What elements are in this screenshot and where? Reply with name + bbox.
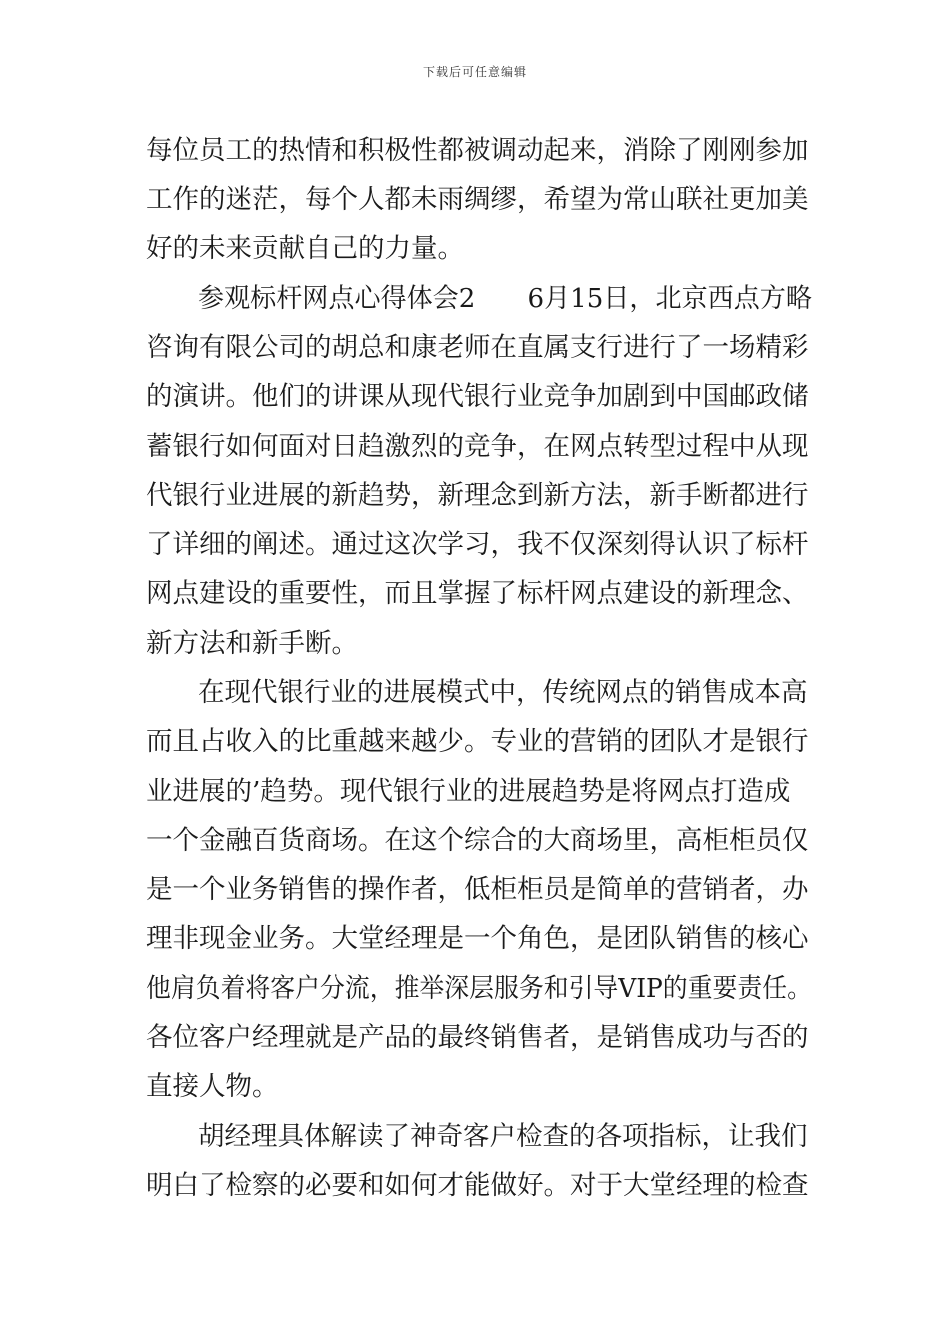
page-header: 下载后可任意编辑: [422, 65, 527, 79]
body-line-7: 蓄银行如何面对日趋激烈的竞争，在网点转型过程中从现: [146, 431, 809, 462]
body-line-16: 是一个业务销售的操作者，低柜柜员是简单的营销者，办: [146, 874, 809, 905]
body-line-12: 在现代银行业的进展模式中，传统网点的销售成本高: [198, 677, 808, 708]
body-line-14: 业进展的’趋势。现代银行业的进展趋势是将网点打造成: [146, 776, 791, 807]
body-line-4: 参观标杆网点心得体会2 6月15日，北京西点方略: [198, 283, 812, 314]
body-line-8: 代银行业进展的新趋势，新理念到新方法，新手断都进行: [146, 480, 809, 511]
body-line-13: 而且占收入的比重越来越少。专业的营销的团队才是银行: [146, 726, 809, 757]
body-line-20: 直接人物。: [146, 1071, 279, 1102]
body-line-15: 一个金融百货商场。在这个综合的大商场里，高柜柜员仅: [146, 825, 809, 856]
body-line-11: 新方法和新手断。: [146, 628, 358, 659]
body-line-18: 他肩负着将客户分流，推举深层服务和引导VIP的重要责任。: [146, 973, 812, 1004]
body-line-22: 明白了检察的必要和如何才能做好。对于大堂经理的检查: [146, 1170, 809, 1201]
body-line-9: 了详细的阐述。通过这次学习，我不仅深刻得认识了标杆: [146, 529, 809, 560]
body-line-6: 的演讲。他们的讲课从现代银行业竞争加剧到中国邮政储: [146, 381, 809, 412]
body-line-5: 咨询有限公司的胡总和康老师在直属支行进行了一场精彩: [146, 332, 809, 363]
body-line-17: 理非现金业务。大堂经理是一个角色，是团队销售的核心: [146, 923, 809, 954]
body-line-1: 每位员工的热情和积极性都被调动起来，消除了刚刚参加: [146, 135, 809, 166]
body-line-10: 网点建设的重要性，而且掌握了标杆网点建设的新理念、: [146, 578, 809, 609]
body-line-21: 胡经理具体解读了神奇客户检查的各项指标，让我们: [198, 1121, 808, 1152]
body-line-3: 好的未来贡献自己的力量。: [146, 233, 464, 264]
body-line-19: 各位客户经理就是产品的最终销售者，是销售成功与否的: [146, 1022, 809, 1053]
body-line-2: 工作的迷茫，每个人都未雨绸缪，希望为常山联社更加美: [146, 184, 809, 215]
